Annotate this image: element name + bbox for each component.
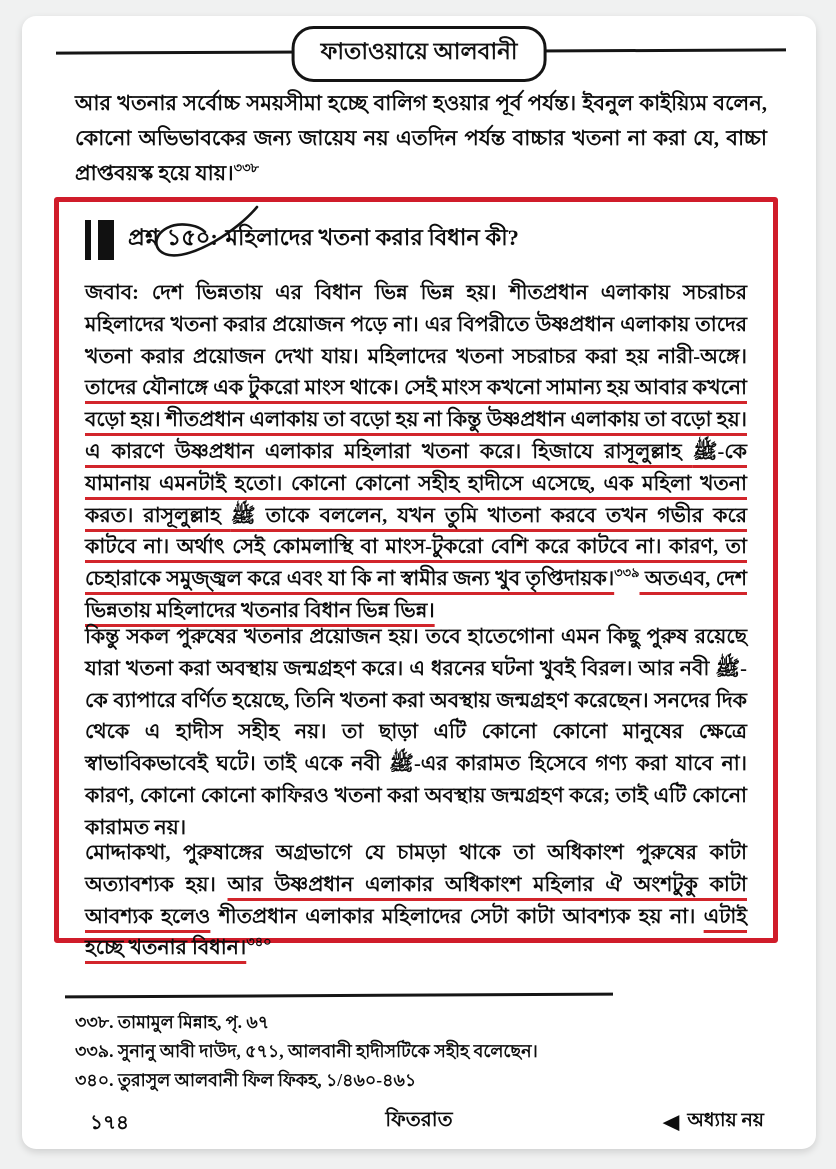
book-title-badge — [292, 26, 547, 82]
chapter-nav — [662, 1106, 764, 1138]
footnote-item: ৩৪০. তুরাসুল আলবানী ফিল ফিকহ, ১/৪৬০-৪৬১ — [75, 1070, 417, 1090]
footnote-ref-338: ৩৩৮ — [233, 160, 259, 175]
para3-text-1: মোদ্দাকথা, পুরুষাঙ্গের অগ্রভাগে যে চামড়া থাকে তা অধিকাংশ পুরুষের কাটা অত্যাবশ্যক হয়। — [85, 842, 747, 896]
book-title: ফাতাওয়ায়ে আলবানী — [320, 39, 518, 64]
chapter-nav-label: অধ্যায় নয় — [687, 1110, 764, 1131]
answer-paragraph — [85, 278, 747, 628]
question-number: ১৫০: — [165, 223, 220, 253]
left-arrow-icon: ◀ — [662, 1109, 680, 1134]
footnote-item: ৩৩৯. সুনানু আবী দাউদ, ৫৭১, আলবানী হাদীসটিকে সহীহ বলেছেন। — [75, 1041, 538, 1061]
question-answer-box — [54, 197, 778, 960]
intro-text: আর খতনার সর্বোচ্চ সময়সীমা হচ্ছে বালিগ হওয়ার পূর্ব পর্যন্ত। ইবনুল কাইয়্যিম বলেন, কোনো অভিভাবকের জন্য জায়েয নয় এতদিন পর্যন্ত বাচ্চার খতনা না করা যে, বাচ্চা প্রাপ্তবয়স্ক হয়ে যায়। — [75, 91, 767, 185]
question-label: প্রশ্ন — [128, 225, 165, 250]
para3-text-underlined-2: এটাই হচ্ছে খতনার বিধান। — [85, 905, 748, 960]
page-number: ১৭৪ — [90, 1112, 129, 1134]
question-title — [128, 218, 519, 253]
answer-text-1: দেশ ভিন্নতায় এর বিধান ভিন্ন ভিন্ন হয়। শীতপ্রধান এলাকায় সচরাচর মহিলাদের খতনা করার প্রয়োজন পড়ে না। এর বিপরীতে উষ্ণপ্রধান এলাকায় তাদের খতনা করার প্রয়োজন দেখা যায়। মহিলাদের খতনা সচরাচর করা হয় নারী-অঙ্গে। — [85, 282, 747, 368]
question-text: মহিলাদের খতনা করার বিধান কী? — [219, 225, 519, 250]
footnote-item: ৩৩৮. তামামুল মিন্নাহ, পৃ. ৬৭ — [75, 1012, 270, 1032]
answer-text-underlined-2: অতএব, দেশ ভিন্নতায় মহিলাদের খতনার বিধান ভিন্ন ভিন্ন। — [85, 568, 747, 622]
para3-text-2: শীতপ্রধান এলাকার মহিলাদের সেটা কাটা আবশ্যক হয় না। — [210, 905, 704, 928]
answer-paragraph-2: কিন্তু সকল পুরুষের খতনার প্রয়োজন হয়। তবে হাতেগোনা এমন কিছু পুরুষ রয়েছে যারা খতনা করা অবস্থায় জন্মগ্রহণ করে। এ ধরনের ঘটনা খুবই বিরল। আর নবী ﷺ-কে ব্যাপারে বর্ণিত হয়েছে, তিনি খতনা করা অবস্থায় জন্মগ্রহণ করেছেন। সনদের দিক থেকে এ হাদীস সহীহ নয়। তা ছাড়া এটি কোনো কোনো মানুষের ক্ষেত্রে স্বাভাবিকভাবেই ঘটে। তাই একে নবী ﷺ-এর কারামত হিসেবে গণ্য করা যাবে না। কারণ, কোনো কোনো কাফিরও খতনা করা অবস্থায় জন্মগ্রহণ করে; তাই এটি কোনো কারামত নয়। — [85, 626, 747, 839]
page-header — [22, 24, 816, 76]
intro-paragraph — [75, 86, 767, 191]
answer-label: জবাব: — [85, 282, 152, 304]
para3-text-underlined-1: আর উষ্ণপ্রধান এলাকার অধিকাংশ মহিলার ঐ অংশটুকু কাটা আবশ্যক হলেও — [85, 873, 747, 928]
answer-paragraph-3 — [85, 838, 747, 965]
running-title: ফিতরাত — [385, 1109, 453, 1131]
quote-bars-icon — [85, 220, 114, 260]
footnotes-block — [75, 1008, 767, 1095]
page-footer — [22, 1105, 816, 1135]
question-heading — [85, 218, 749, 260]
book-page — [22, 16, 816, 1149]
answer-text-underlined-1: তাদের যৌনাঙ্গে এক টুকরো মাংস থাকে। সেই মাংস কখনো সামান্য হয় আবার কখনো বড়ো হয়। শীতপ্রধান এলাকায় তা বড়ো হয় না কিন্তু উষ্ণপ্রধান এলাকায় তা বড়ো হয়। এ কারণে উষ্ণপ্রধান এলাকার মহিলারা খতনা করে। হিজাযে রাসূলুল্লাহ ﷺ-কে যামানায় এমনটাই হতো। কোনো কোনো সহীহ হাদীসে এসেছে, এক মহিলা খতনা করত। রাসূলুল্লাহ ﷺ তাকে বললেন, যখন তুমি খাতনা করবে তখন গভীর করে কাটবে না। অর্থাৎ সেই কোমলাস্থি বা মাংস-টুকরো বেশি করে কাটবে না। কারণ, তা চেহারাকে সমুজ্জ্বল করে এবং যা কি না স্বামীর জন্য খুব তৃপ্তিদায়ক। — [85, 377, 748, 591]
footnote-divider-line — [65, 993, 613, 999]
footnote-ref-340: ৩৪০ — [246, 934, 272, 950]
footnote-ref-339: ৩৩৯ — [614, 565, 640, 581]
